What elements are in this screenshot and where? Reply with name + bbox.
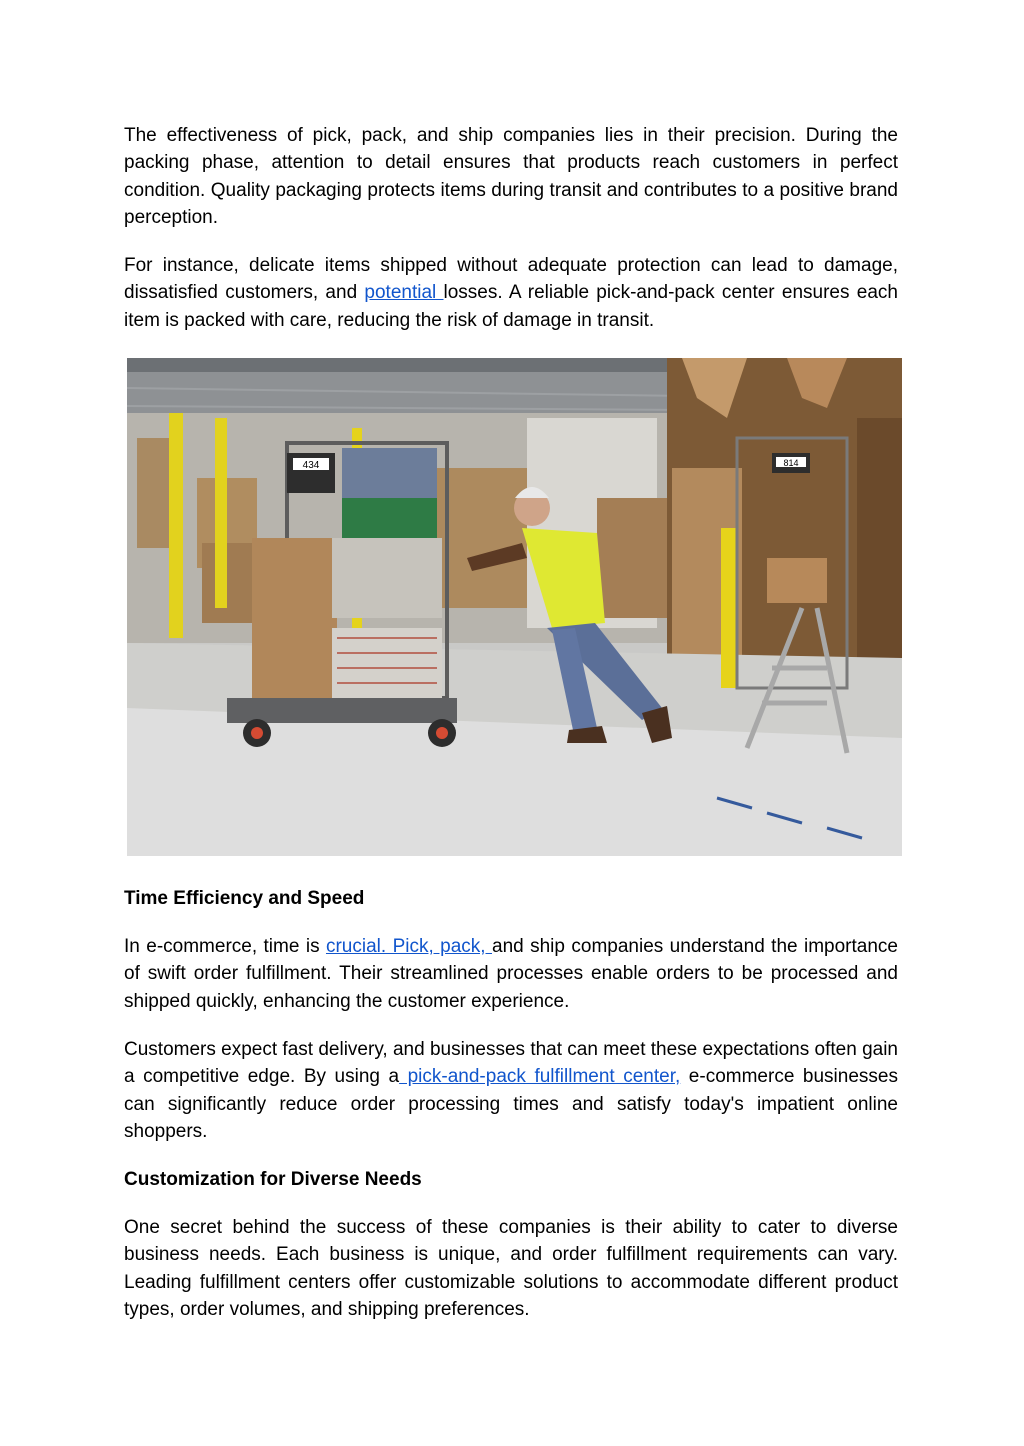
paragraph-text: In e-commerce, time is (124, 936, 326, 958)
heading-time-efficiency: Time Efficiency and Speed (124, 888, 365, 910)
paragraph-text: For instance, delicate items shipped without adequate protection can lead to damage, dissatisfied customers, and (124, 255, 898, 304)
paragraph-delicate-items (124, 252, 898, 334)
paragraph-fast-delivery (124, 1036, 898, 1145)
paragraph-precision: The effectiveness of pick, pack, and ship companies lies in their precision. During the packing phase, attention to detail ensures that products reach customers in perfect condition. Quality packaging protects items during transit and contributes to a positive brand perception. (124, 125, 898, 228)
heading-customization: Customization for Diverse Needs (124, 1169, 422, 1191)
paragraph-ecommerce-time (124, 933, 898, 1015)
cart-tag-right: 814 (783, 458, 799, 468)
paragraph-text: Customers expect fast delivery, and businesses that can meet these expectations often gain a competitive edge. By using a (124, 1038, 898, 1088)
fulfillment-center-link[interactable]: pick-and-pack fulfillment center, (399, 1066, 681, 1088)
paragraph-diverse-needs: One secret behind the success of these companies is their ability to cater to diverse business needs. Each business is unique, and order fulfillment requirements can vary. Leading fulfillment centers offer customizable solutions to accommodate different product types, order volumes, and shipping preferences. (124, 1217, 898, 1321)
warehouse-photo (127, 358, 902, 856)
potential-link[interactable]: potential (364, 282, 444, 304)
paragraph-text: and ship companies understand the importance of swift order fulfillment. Their streamlined processes enable orders to be processed and shipped quickly, enhancing the customer experience. (124, 936, 898, 1012)
paragraph-text: losses. A reliable pick-and-pack center ensures each item is packed with care, reducing the risk of damage in transit. (124, 282, 898, 331)
crucial-pick-pack-link[interactable]: crucial. Pick, pack, (325, 936, 492, 958)
cart-tag-left: 434 (302, 460, 320, 471)
paragraph-text: e-commerce businesses can significantly reduce order processing times and satisfy today's impatient online shoppers. (124, 1066, 898, 1142)
